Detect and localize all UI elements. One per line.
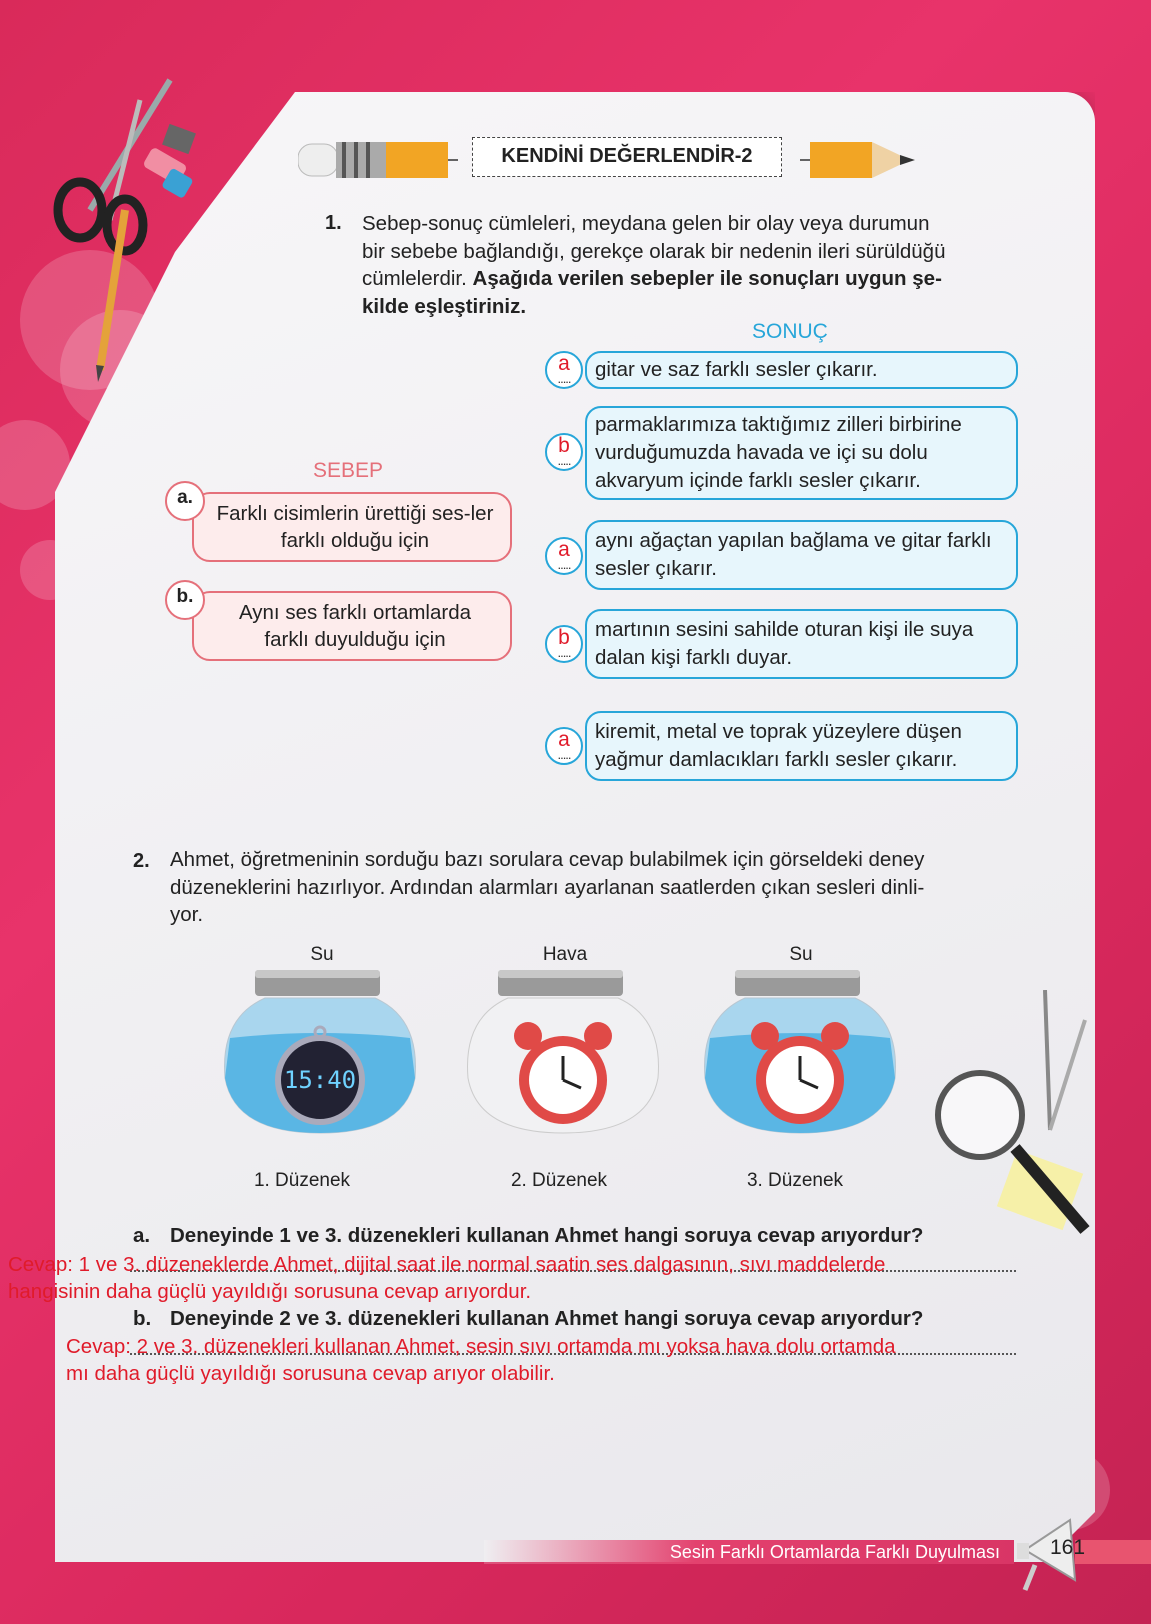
page-number: 161	[1050, 1536, 1086, 1559]
answer-letter: a	[558, 352, 570, 375]
sub-question-a: Deneyinde 1 ve 3. düzenekleri kullanan Ahmet hangi soruya cevap arıyordur?	[170, 1224, 924, 1247]
text-line: bir sebebe bağlandığı, gerekçe olarak bir nedenin ileri sürüldüğü	[362, 239, 946, 263]
pencil-right-icon	[800, 138, 920, 182]
setup-label: 3. Düzenek	[746, 1170, 844, 1191]
sebep-letter: b.	[165, 580, 205, 620]
answer-blank[interactable]	[545, 537, 583, 575]
question-2-text	[170, 846, 1018, 929]
question-number: 2.	[133, 850, 150, 872]
sub-question-letter: a.	[133, 1224, 151, 1247]
answer-letter: b	[558, 626, 570, 649]
sonuc-item	[585, 711, 1018, 781]
sub-question-b: Deneyinde 2 ve 3. düzenekleri kullanan Ahmet hangi soruya cevap arıyordur?	[170, 1307, 924, 1330]
answer-text-a-line1: Cevap: 1 ve 3. düzeneklerde Ahmet, dijital saat ile normal saatin ses dalgasının, sıvı maddelerde	[8, 1253, 886, 1276]
answer-text-a-line2: hangisinin daha güçlü yayıldığı sorusuna cevap arıyordur.	[8, 1280, 532, 1303]
sonuc-text: parmaklarımıza taktığımız zilleri birbirine vurduğumuzda havada ve içi su dolu akvaryum içinde farklı sesler çıkarır.	[595, 413, 962, 492]
page-title: KENDİNİ DEĞERLENDİR-2	[472, 137, 782, 177]
setup-label: 1. Düzenek	[253, 1170, 351, 1191]
sonuc-heading: SONUÇ	[752, 320, 828, 343]
answer-letter: a	[558, 538, 570, 561]
footer-accent	[1075, 1540, 1151, 1564]
text-line: düzeneklerini hazırlıyor. Ardından alarmları ayarlanan saatlerden çıkan sesleri dinli-	[170, 875, 925, 899]
digital-clock-display: 15:40	[283, 1066, 357, 1094]
sebep-text: Aynı ses farklı ortamlarda farklı duyulduğu için	[238, 601, 472, 651]
jar-medium-label: Su	[310, 944, 334, 965]
stationery-icon	[30, 60, 230, 390]
answer-blank[interactable]	[545, 433, 583, 471]
jar-water-alarm-clock	[700, 968, 900, 1138]
answer-blank[interactable]	[545, 351, 583, 389]
answer-dots: .....	[557, 747, 571, 762]
sonuc-text: aynı ağaçtan yapılan bağlama ve gitar farklı sesler çıkarır.	[595, 529, 992, 580]
sebep-heading: SEBEP	[313, 459, 384, 482]
chapter-footer: Sesin Farklı Ortamlarda Farklı Duyulması	[484, 1540, 1014, 1564]
jar-medium-label: Su	[789, 944, 813, 965]
magnifier-compass-icon	[935, 990, 1105, 1280]
text-line: Ahmet, öğretmeninin sorduğu bazı sorulara cevap bulabilmek için görseldeki deney	[170, 848, 925, 871]
answer-text-b-line2: mı daha güçlü yayıldığı sorusuna cevap arıyor olabilir.	[66, 1362, 555, 1385]
sebep-item	[192, 591, 512, 661]
sonuc-text: martının sesini sahilde oturan kişi ile suya dalan kişi farklı duyar.	[595, 618, 974, 669]
answer-dots: .....	[557, 645, 571, 660]
sebep-letter: a.	[165, 481, 205, 521]
sonuc-text: kiremit, metal ve toprak yüzeylere düşen yağmur damlacıkları farklı sesler çıkarır.	[595, 720, 962, 771]
jar-medium-label: Hava	[542, 944, 588, 965]
jar-water-digital-clock	[220, 968, 420, 1138]
answer-blank[interactable]	[545, 625, 583, 663]
sebep-item	[192, 492, 512, 562]
answer-text-b-line1: Cevap: 2 ve 3. düzenekleri kullanan Ahmet, sesin sıvı ortamda mı yoksa hava dolu ortamda	[66, 1335, 896, 1358]
pencil-left-icon	[298, 138, 458, 182]
text-span: cümlelerdir.	[362, 267, 467, 290]
answer-letter: b	[558, 434, 570, 457]
text-line: yor.	[170, 903, 204, 926]
sonuc-text: gitar ve saz farklı sesler çıkarır.	[595, 358, 878, 381]
sonuc-item	[585, 520, 1018, 590]
instruction-bold: Aşağıda verilen sebepler ile sonuçları uygun şe-	[472, 267, 942, 290]
sebep-text: Farklı cisimlerin ürettiği ses-ler farklı olduğu için	[216, 502, 494, 552]
answer-dots: .....	[557, 371, 571, 386]
question-number: 1.	[325, 212, 342, 234]
text-line: Sebep-sonuç cümleleri, meydana gelen bir olay veya durumun	[362, 212, 930, 235]
question-1-text	[362, 210, 1018, 320]
answer-dots: .....	[557, 453, 571, 468]
text-line	[362, 293, 1018, 321]
setup-label: 2. Düzenek	[510, 1170, 608, 1191]
answer-blank[interactable]	[545, 727, 583, 765]
sonuc-item	[585, 406, 1018, 500]
answer-letter: a	[558, 728, 570, 751]
sonuc-item	[585, 609, 1018, 679]
text-line	[362, 265, 1018, 293]
jar-air-alarm-clock	[463, 968, 663, 1138]
sonuc-item	[585, 351, 1018, 389]
answer-dots: .....	[557, 557, 571, 572]
sub-question-letter: b.	[133, 1307, 152, 1330]
instruction-bold: kilde eşleştiriniz.	[362, 294, 527, 318]
